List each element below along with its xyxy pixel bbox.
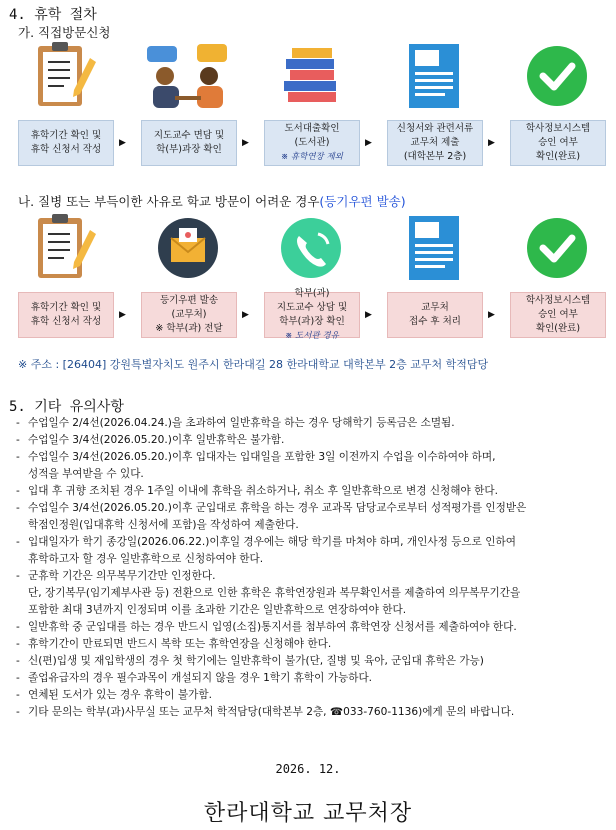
note-item: 포함한 최대 3년까지 인정되며 이를 초과한 기간은 일반휴학으로 연장하여야 한다.	[28, 604, 407, 616]
note-item: - 군휴학 기간은 의무복무기간만 인정한다.	[16, 568, 614, 585]
step-advisor-meeting-box: 지도교수 면담 및 학(부)과장 확인	[141, 120, 237, 166]
step-approval-check-box: 학사정보시스템 승인 여부 확인(완료)	[510, 292, 606, 338]
arrow-right-icon: ▶	[242, 310, 249, 320]
note-item: - 휴학기간이 만료되면 반드시 복학 또는 휴학연장을 신청해야 한다.	[16, 636, 614, 653]
step-approval-check-box: 학사정보시스템 승인 여부 확인(완료)	[510, 120, 606, 166]
mailing-address: ※ 주소 : [26404] 강원특별자치도 원주시 한라대길 28 한라대학교 대학본부 2층 교무처 학적담당	[18, 358, 489, 371]
clipboard-pencil-icon	[18, 212, 112, 284]
note-item: 성적을 부여받을 수 있다.	[28, 468, 144, 480]
document-date: 2026. 12.	[275, 762, 341, 776]
note-item: - 입대일자가 학기 종강일(2026.06.22.)이후일 경우에는 해당 학기를 마쳐야 하며, 개인사정 등으로 인하여	[16, 534, 614, 551]
step-advisor-consult-box: 학부(과) 지도교수 상담 및 학부(과)장 확인 ※ 도서관 경유	[264, 292, 360, 338]
step-office-process-box: 교무처 접수 후 처리	[387, 292, 483, 338]
phone-icon	[264, 212, 358, 284]
step-library-check-box: 도서대출확인 (도서관) ※ 휴학연장 제외	[264, 120, 360, 166]
step-apply-form-box: 휴학기간 확인 및 휴학 신청서 작성	[18, 120, 114, 166]
note-item: - 기타 문의는 학부(과)사무실 또는 교무처 학적담당(대학본부 2층, ☎033-760-1136)에게 문의 바랍니다.	[16, 704, 614, 721]
note-item: - 수업일수 3/4선(2026.05.20.)이후 입대자는 입대일을 포함한 3일 이전까지 수업을 이수하여야 하며,	[16, 449, 614, 466]
step-submit-documents-box: 신청서와 관련서류 교무처 제출 (대학본부 2층)	[387, 120, 483, 166]
check-circle-icon	[510, 40, 604, 112]
section-5-title: 5. 기타 유의사항	[9, 399, 124, 415]
note-item: 단, 장기복무(임기제부사관 등) 전환으로 인한 휴학은 휴학연장원과 복무확인서를 제출하여 의무복무기간을	[28, 587, 521, 599]
arrow-right-icon: ▶	[488, 310, 495, 320]
note-item: - 일반휴학 중 군입대를 하는 경우 반드시 입영(소집)통지서를 첨부하여 휴학연장 신청서를 제출하여야 한다.	[16, 619, 614, 636]
note-item: - 신(편)입생 및 재입학생의 경우 첫 학기에는 일반휴학이 불가(단, 질병 및 육아, 군입대 휴학은 가능)	[16, 653, 614, 670]
professor-student-icon	[141, 40, 235, 112]
issuer-signature: 한라대학교 교무처장	[203, 801, 413, 826]
note-item: - 수업일수 3/4선(2026.05.20.)이후 일반휴학은 불가함.	[16, 432, 614, 449]
clipboard-pencil-icon	[18, 40, 112, 112]
document-icon	[387, 40, 481, 112]
subsection-a-title: 가. 직접방문신청	[18, 25, 111, 40]
arrow-right-icon: ▶	[119, 138, 126, 148]
note-item: 학점인정원(입대휴학 신청서에 포함)을 작성하여 제출한다.	[28, 519, 299, 531]
arrow-right-icon: ▶	[488, 138, 495, 148]
subsection-b-title: 나. 질병 또는 부득이한 사유로 학교 방문이 어려운 경우(등기우편 발송)	[18, 194, 406, 209]
arrow-right-icon: ▶	[119, 310, 126, 320]
check-circle-icon	[510, 212, 604, 284]
step-mail-send-box: 등기우편 발송 (교무처) ※ 학부(과) 전달	[141, 292, 237, 338]
step-apply-form-box: 휴학기간 확인 및 휴학 신청서 작성	[18, 292, 114, 338]
procedure-row-mail	[0, 212, 616, 341]
note-item: - 수업일수 2/4선(2026.04.24.)을 초과하여 일반휴학을 하는 경우 당해학기 등록금은 소멸됨.	[16, 415, 614, 432]
note-item: - 졸업유급자의 경우 필수과목이 개설되지 않을 경우 1학기 휴학이 가능하다.	[16, 670, 614, 687]
procedure-row-visit	[0, 40, 616, 162]
notes-list	[16, 415, 614, 721]
note-item: - 연체된 도서가 있는 경우 휴학이 불가함.	[16, 687, 614, 704]
books-icon	[264, 40, 358, 112]
note-item: - 수업일수 3/4선(2026.05.20.)이후 군입대로 휴학을 하는 경우 교과목 담당교수로부터 성적평가를 인정받은	[16, 500, 614, 517]
arrow-right-icon: ▶	[365, 310, 372, 320]
arrow-right-icon: ▶	[365, 138, 372, 148]
document-icon	[387, 212, 481, 284]
mail-icon	[141, 212, 235, 284]
arrow-right-icon: ▶	[242, 138, 249, 148]
note-item: 휴학하고자 할 경우 일반휴학으로 신청하여야 한다.	[28, 553, 264, 565]
section-4-title: 4. 휴학 절차	[9, 7, 97, 23]
note-item: - 입대 후 귀향 조치된 경우 1주일 이내에 휴학을 취소하거나, 취소 후 일반휴학으로 변경 신청해야 한다.	[16, 483, 614, 500]
